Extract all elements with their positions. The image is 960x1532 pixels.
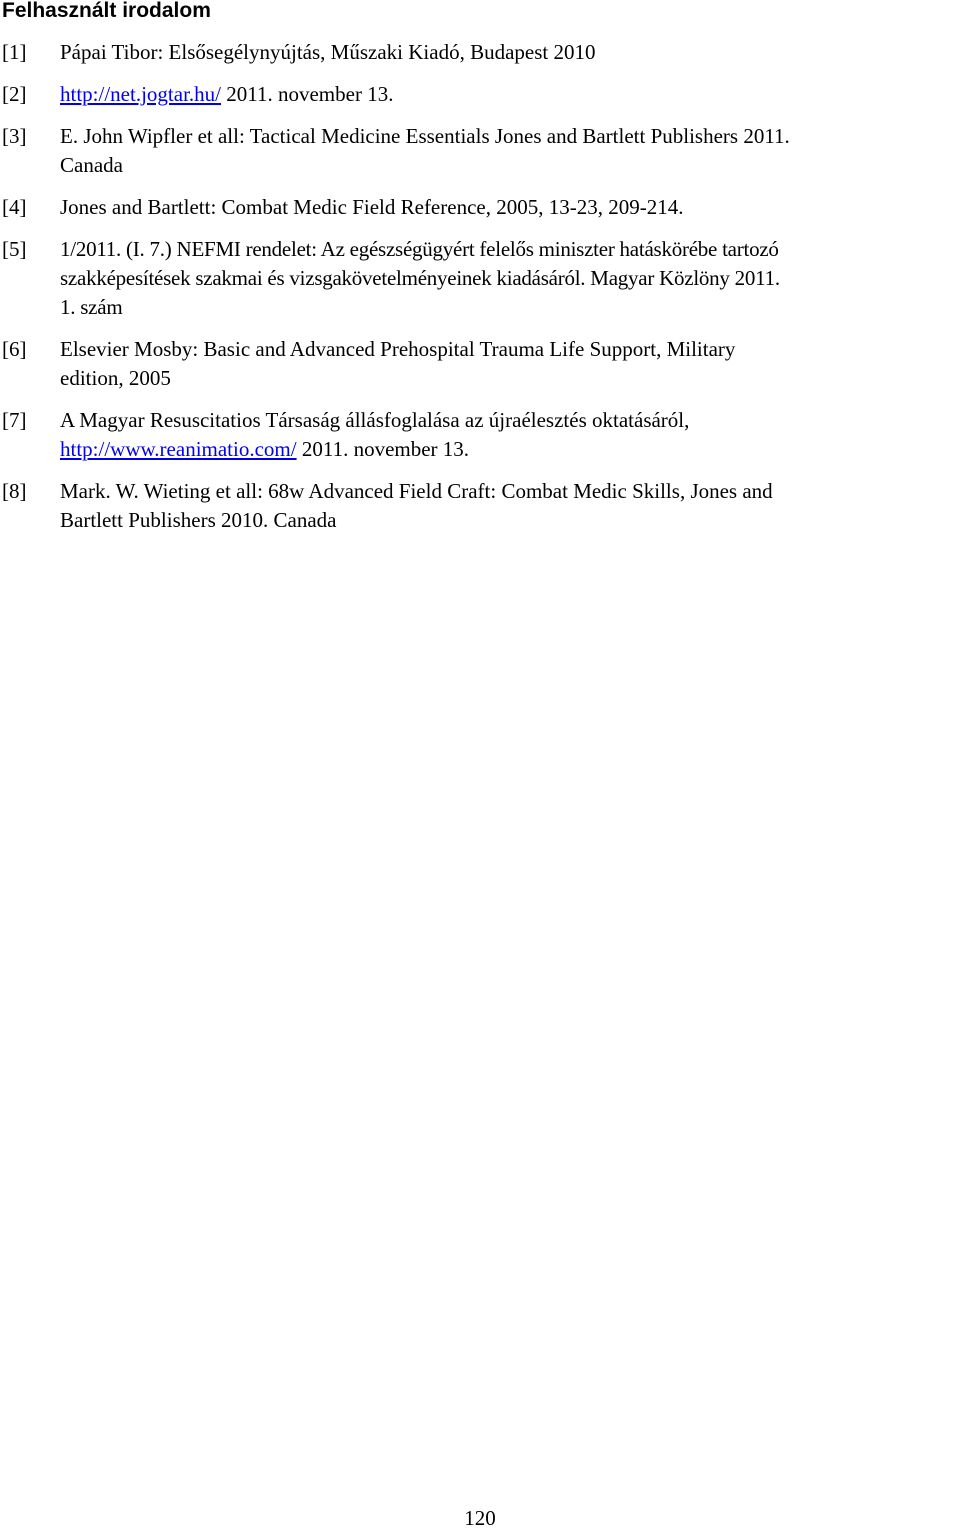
reference-number: [3] <box>2 124 27 148</box>
reference-segment: Mark. W. Wieting et all: 68w Advanced Field Craft: Combat Medic Skills, Jones and <box>60 479 773 503</box>
reference-number: [1] <box>2 40 27 64</box>
reference-number: [8] <box>2 479 27 503</box>
reference-line <box>60 506 958 535</box>
reference-segment: Jones and Bartlett: Combat Medic Field Reference, 2005, 13-23, 209-214. <box>60 195 684 219</box>
reference-line <box>60 435 958 464</box>
reference-line <box>60 193 958 222</box>
reference-number: [6] <box>2 337 27 361</box>
page-number: 120 <box>464 1506 496 1530</box>
reference-segment: 2011. november 13. <box>296 437 470 461</box>
reference-link[interactable]: http://www.reanimatio.com/ <box>60 437 297 461</box>
reference-number: [2] <box>2 82 27 106</box>
reference-text <box>60 80 958 109</box>
reference-segment: Elsevier Mosby: Basic and Advanced Prehospital Trauma Life Support, Military <box>60 337 736 361</box>
reference-segment: 2011. november 13. <box>221 82 394 106</box>
reference-segment: Bartlett Publishers 2010. Canada <box>60 508 337 532</box>
reference-line <box>60 235 958 264</box>
reference-line <box>60 80 958 109</box>
reference-line <box>60 406 958 435</box>
reference-segment: 1/2011. (I. 7.) NEFMI rendelet: Az egészségügyért felelős miniszter hatáskörébe tartozó <box>60 237 779 261</box>
reference-text <box>60 38 958 67</box>
reference-line <box>60 151 958 180</box>
reference-segment: 1. szám <box>60 295 123 319</box>
reference-line <box>60 264 958 293</box>
reference-segment: E. John Wipfler et all: Tactical Medicine Essentials Jones and Bartlett Publishers 2011. <box>60 124 790 148</box>
reference-text <box>60 193 958 222</box>
reference-text <box>60 122 958 180</box>
reference-line <box>60 364 958 393</box>
reference-text <box>60 477 958 535</box>
reference-segment: szakképesítések szakmai és vizsgakövetelményeinek kiadásáról. Magyar Közlöny 2011. <box>60 266 780 290</box>
reference-segment: Pápai Tibor: Elsősegélynyújtás, Műszaki Kiadó, Budapest 2010 <box>60 40 596 64</box>
reference-text <box>60 406 958 464</box>
reference-line <box>60 477 958 506</box>
reference-text <box>60 335 958 393</box>
reference-number: [7] <box>2 408 27 432</box>
reference-text <box>60 235 958 322</box>
reference-line <box>60 293 958 322</box>
reference-number: [5] <box>2 237 27 261</box>
reference-number: [4] <box>2 195 27 219</box>
reference-line <box>60 38 958 67</box>
reference-segment: edition, 2005 <box>60 366 171 390</box>
references-heading: Felhasznált irodalom <box>2 0 211 22</box>
reference-line <box>60 122 958 151</box>
reference-segment: Canada <box>60 153 123 177</box>
reference-line <box>60 335 958 364</box>
reference-segment: A Magyar Resuscitatios Társaság állásfoglalása az újraélesztés oktatásáról, <box>60 408 690 432</box>
reference-link[interactable]: http://net.jogtar.hu/ <box>60 82 221 106</box>
